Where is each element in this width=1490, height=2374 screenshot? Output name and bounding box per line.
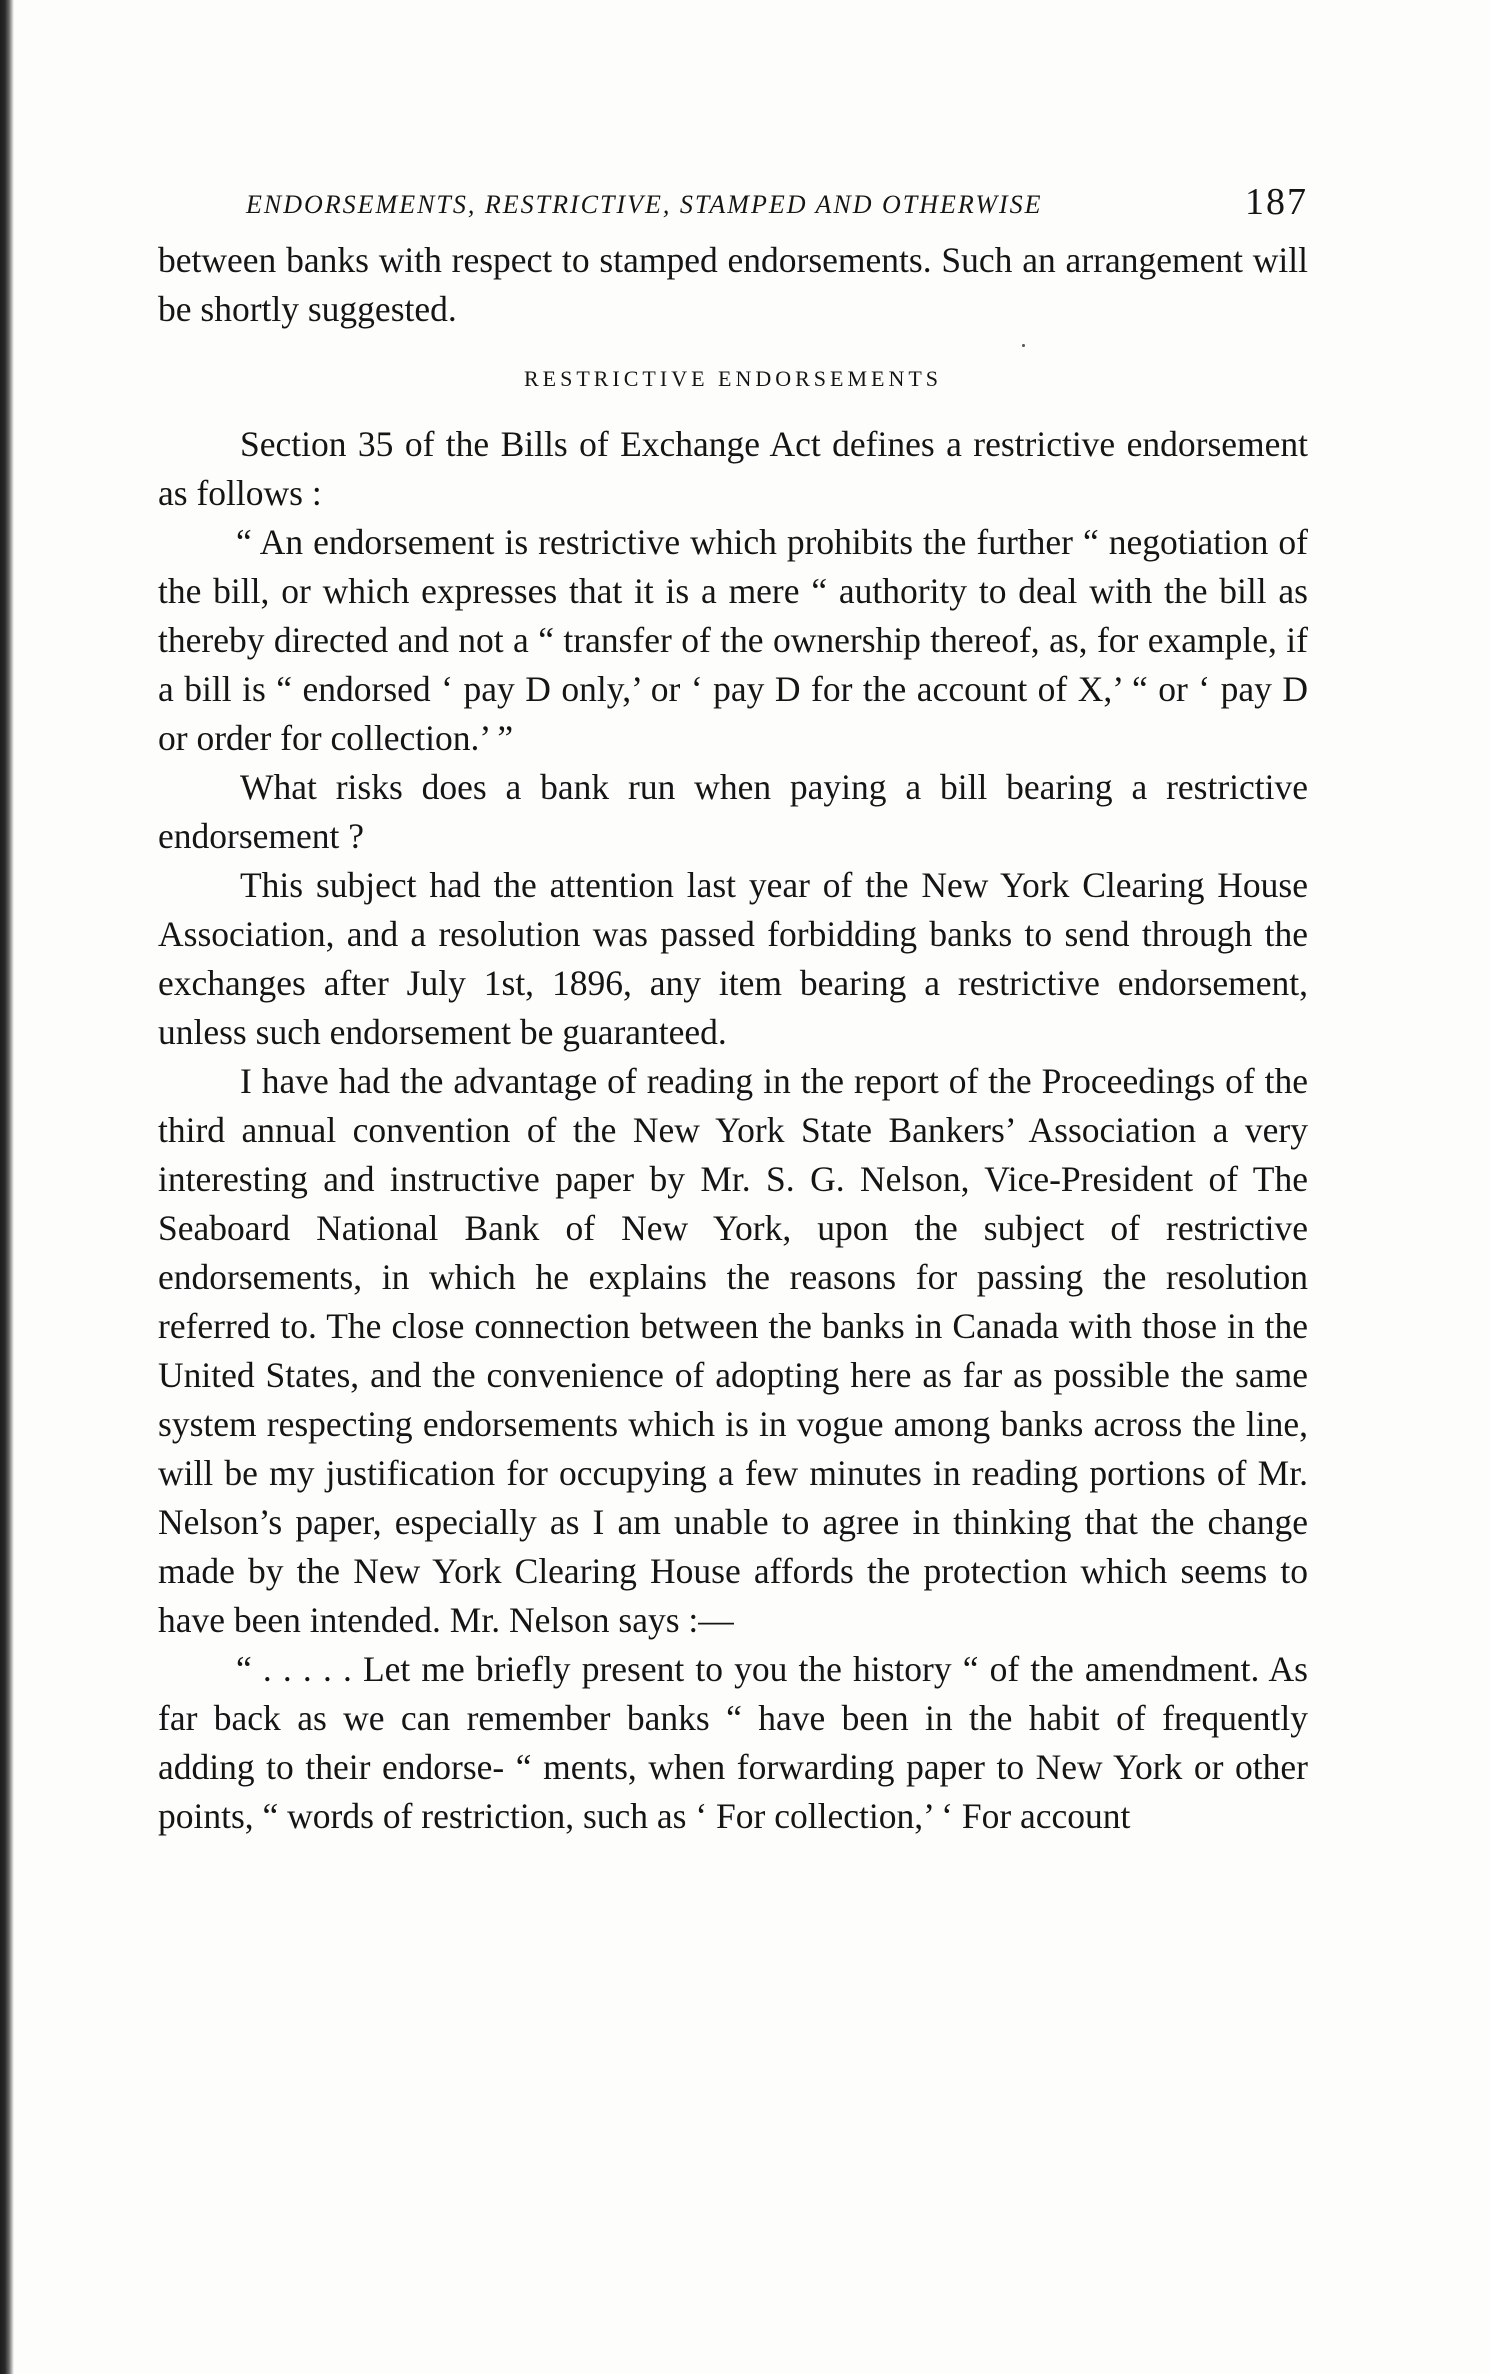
binding-edge — [0, 0, 14, 2374]
section-heading: RESTRICTIVE ENDORSEMENTS — [523, 366, 943, 391]
book-page — [158, 178, 1308, 1841]
page-number: 187 — [1245, 181, 1308, 223]
nelson-paragraph: I have had the advantage of reading in the report of the Proceedings of the third annual convention of the New York State Bankers’ Association a very interesting and instructive paper by Mr. S. G. Nelson, Vice-President of The Seaboard National Bank of New York, upon the subject of restrictive endorsements, in which he explains the reasons for passing the resolution referred to. The close connection between the banks in Canada with those in the United States, and the convenience of adopting here as far as possible the same system respecting endorsements which is in vogue among banks across the line, will be my justification for occupying a few minutes in reading portions of Mr. Nelson’s paper, especially as I am unable to agree in thinking that the change made by the New York Clearing House affords the protection which seems to have been intended. Mr. Nelson says :— — [158, 1061, 1308, 1640]
risk-question: What risks does a bank run when paying a bill bearing a restrictive endorsement ? — [158, 767, 1308, 856]
section35-quote: “ An endorsement is restrictive which prohibits the further “ negotiation of the bill, or which expresses that it is a mere “ authority to deal with the bill as thereby directed and not a “ transfer of the ownership thereof, as, for example, if a bill is “ endorsed ‘ pay D only,’ or ‘ pay D for the account of X,’ “ or ‘ pay D or order for collection.’ ” — [158, 522, 1308, 758]
running-title: ENDORSEMENTS, RESTRICTIVE, STAMPED AND OTHERWISE — [246, 190, 1043, 219]
nelson-quote: “ . . . . . Let me briefly present to you the history “ of the amendment. As far back as we can remember banks “ have been in the habit of frequently adding to their endorse- “ ments, when forwarding paper to New York or other points, “ words of restriction, such as ‘ For collection,’ ‘ For account — [158, 1649, 1308, 1836]
running-head — [158, 178, 1308, 228]
opening-paragraph: between banks with respect to stamped endorsements. Such an arrangement will be shortly suggested. — [158, 240, 1308, 329]
section35-intro: Section 35 of the Bills of Exchange Act defines a restrictive endorsement as follows : — [158, 424, 1308, 513]
clearing-house-paragraph: This subject had the attention last year of the New York Clearing House Association, and a resolution was passed forbidding banks to send through the exchanges after July 1st, 1896, any item bearing a restrictive endorsement, unless such endorsement be guaranteed. — [158, 865, 1308, 1052]
